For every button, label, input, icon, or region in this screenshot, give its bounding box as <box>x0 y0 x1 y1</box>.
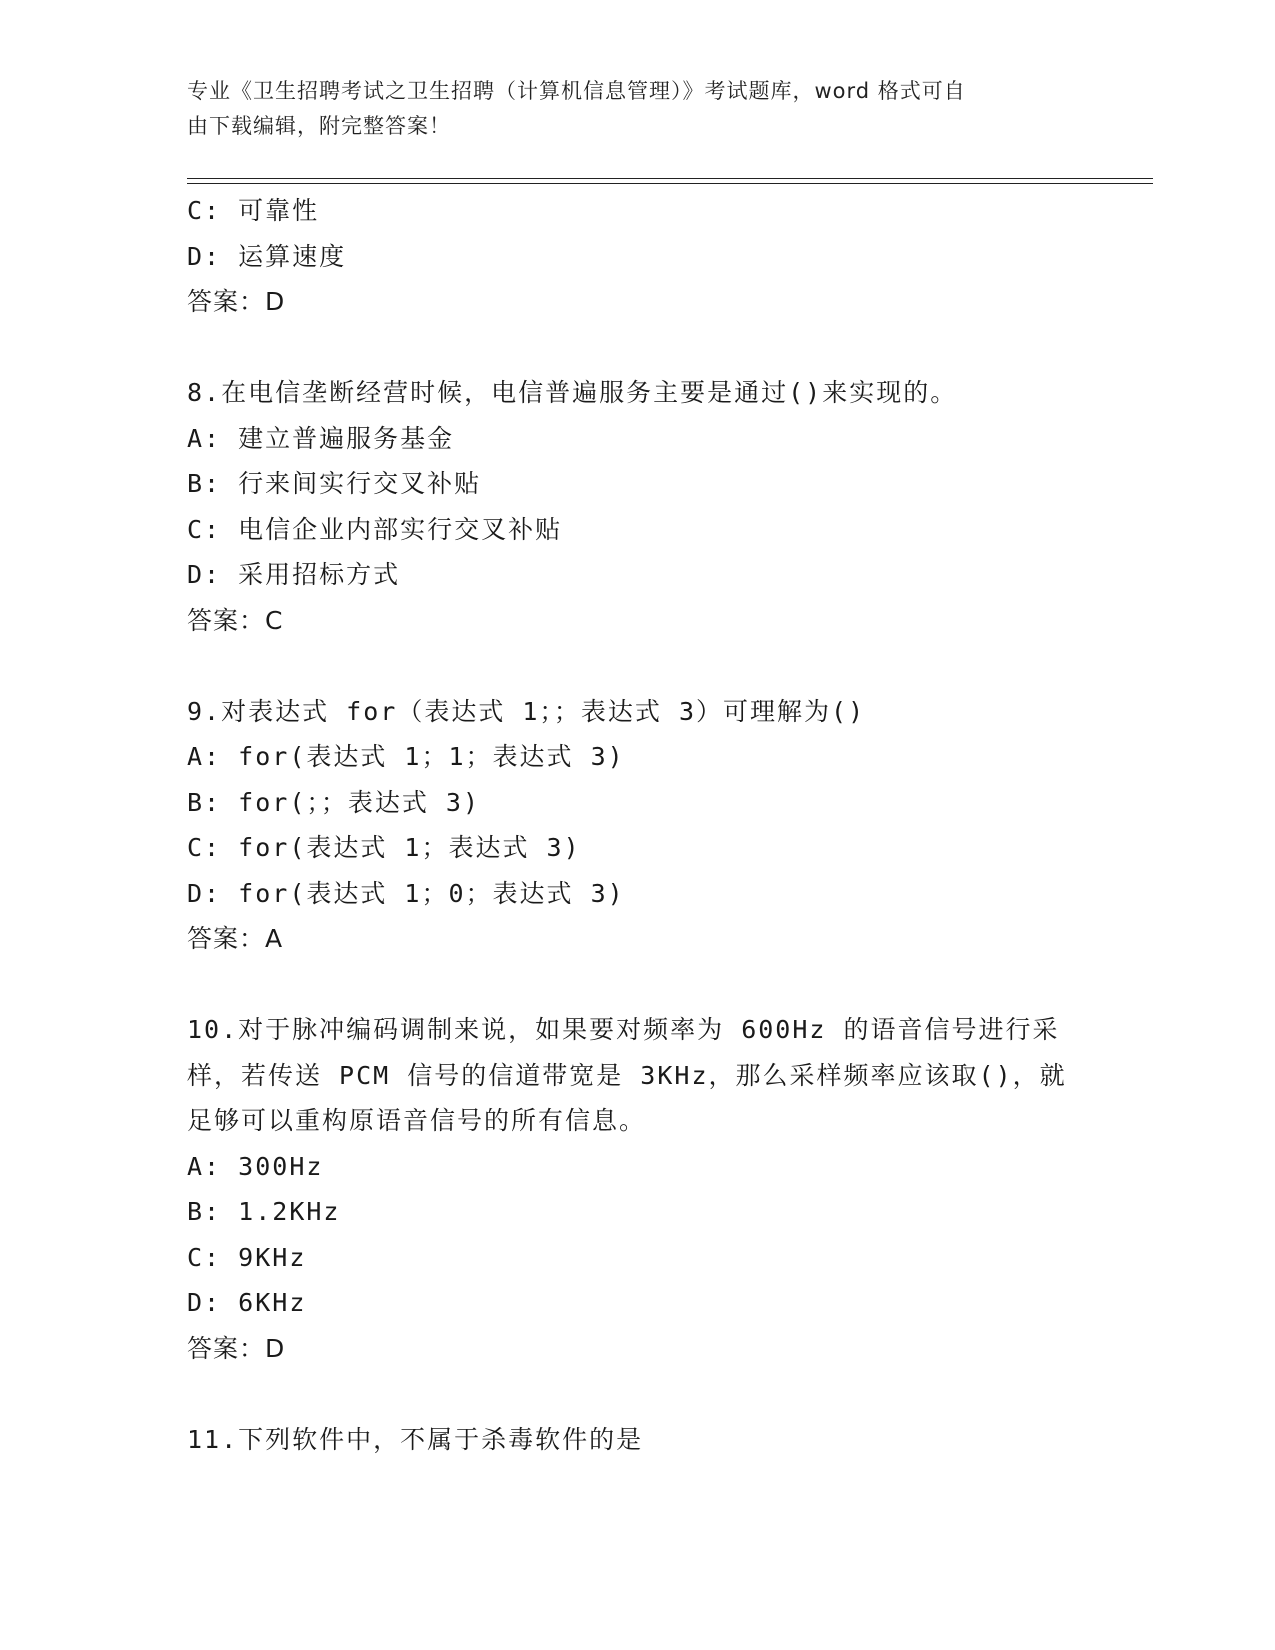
option-c <box>187 1235 1087 1281</box>
option-label: A: <box>187 742 222 771</box>
option-a <box>187 734 1087 780</box>
option-d <box>187 234 1087 280</box>
option-label: C: <box>187 514 222 544</box>
option-text: 6KHz <box>238 1288 307 1317</box>
question-9 <box>187 689 1087 962</box>
option-d <box>187 1280 1087 1326</box>
question-number: 10. <box>187 1015 239 1044</box>
option-label: C: <box>187 196 222 225</box>
answer-line: 答案：D <box>187 287 286 316</box>
option-text: for(表达式 1；表达式 3) <box>238 833 581 862</box>
option-c <box>187 188 1087 234</box>
option-text: 建立普遍服务基金 <box>238 423 455 453</box>
question-11 <box>187 1417 1087 1463</box>
option-text: 9KHz <box>238 1242 307 1272</box>
option-text: 运算速度 <box>238 241 347 271</box>
option-text: 1.2KHz <box>238 1197 341 1226</box>
option-label: C: <box>187 1242 222 1272</box>
question-stem-continued: 足够可以重构原语音信号的所有信息。 <box>187 1106 647 1135</box>
question-stem-continued: 样，若传送 PCM 信号的信道带宽是 3KHz，那么采样频率应该取()，就 <box>187 1060 1067 1090</box>
option-label: B: <box>187 469 222 498</box>
option-text: 300Hz <box>238 1151 324 1181</box>
option-label: B: <box>187 787 222 817</box>
question-stem-line: 下列软件中，不属于杀毒软件的是 <box>238 1424 644 1454</box>
question-10 <box>187 1007 1087 1371</box>
option-d <box>187 552 1087 598</box>
question-list <box>187 188 1087 1462</box>
option-label: B: <box>187 1197 222 1226</box>
header-divider-top <box>187 178 1153 179</box>
question-number: 11. <box>187 1424 239 1454</box>
answer-line: 答案：C <box>187 605 284 635</box>
header-line-2: 由下载编辑，附完整答案！ <box>187 114 451 138</box>
document-header <box>187 74 1067 144</box>
question-stem-line: 对于脉冲编码调制来说，如果要对频率为 600Hz 的语音信号进行采 <box>238 1015 1060 1044</box>
option-text: for(；；表达式 3) <box>238 787 481 817</box>
option-text: 电信企业内部实行交叉补贴 <box>238 514 563 544</box>
option-label: A: <box>187 423 222 453</box>
spacer <box>187 325 1087 371</box>
option-text: for(表达式 1；0；表达式 3) <box>238 878 625 908</box>
question-stem <box>187 1417 1087 1463</box>
option-label: A: <box>187 1151 222 1181</box>
option-d <box>187 871 1087 917</box>
option-label: D: <box>187 560 222 589</box>
spacer <box>187 643 1087 689</box>
option-label: D: <box>187 241 222 271</box>
option-a <box>187 1144 1087 1190</box>
header-line-1: 专业《卫生招聘考试之卫生招聘（计算机信息管理）》考试题库，word 格式可自 <box>187 79 966 103</box>
option-text: 采用招标方式 <box>238 560 401 589</box>
answer-line: 答案：A <box>187 924 284 953</box>
option-b <box>187 1189 1087 1235</box>
answer-line: 答案：D <box>187 1333 286 1363</box>
option-c <box>187 507 1087 553</box>
option-text: 可靠性 <box>238 196 320 225</box>
option-text: 行来间实行交叉补贴 <box>238 469 482 498</box>
spacer <box>187 1371 1087 1417</box>
option-b <box>187 461 1087 507</box>
option-label: D: <box>187 1288 222 1317</box>
option-label: D: <box>187 878 222 908</box>
question-stem-line: 在电信垄断经营时候，电信普遍服务主要是通过()来实现的。 <box>221 378 958 407</box>
question-8 <box>187 370 1087 643</box>
question-number: 8. <box>187 378 222 407</box>
question-stem <box>187 370 1087 416</box>
spacer <box>187 962 1087 1008</box>
question-stem-line: 对表达式 for（表达式 1；；表达式 3）可理解为() <box>221 696 866 726</box>
option-a <box>187 416 1087 462</box>
question-stem <box>187 1007 1087 1053</box>
option-b <box>187 780 1087 826</box>
option-c <box>187 825 1087 871</box>
option-text: for(表达式 1；1；表达式 3) <box>238 742 625 771</box>
question-stem <box>187 689 1087 735</box>
question-partial <box>187 188 1087 325</box>
header-divider-bottom <box>187 183 1153 184</box>
question-number: 9. <box>187 696 222 726</box>
option-label: C: <box>187 833 222 862</box>
